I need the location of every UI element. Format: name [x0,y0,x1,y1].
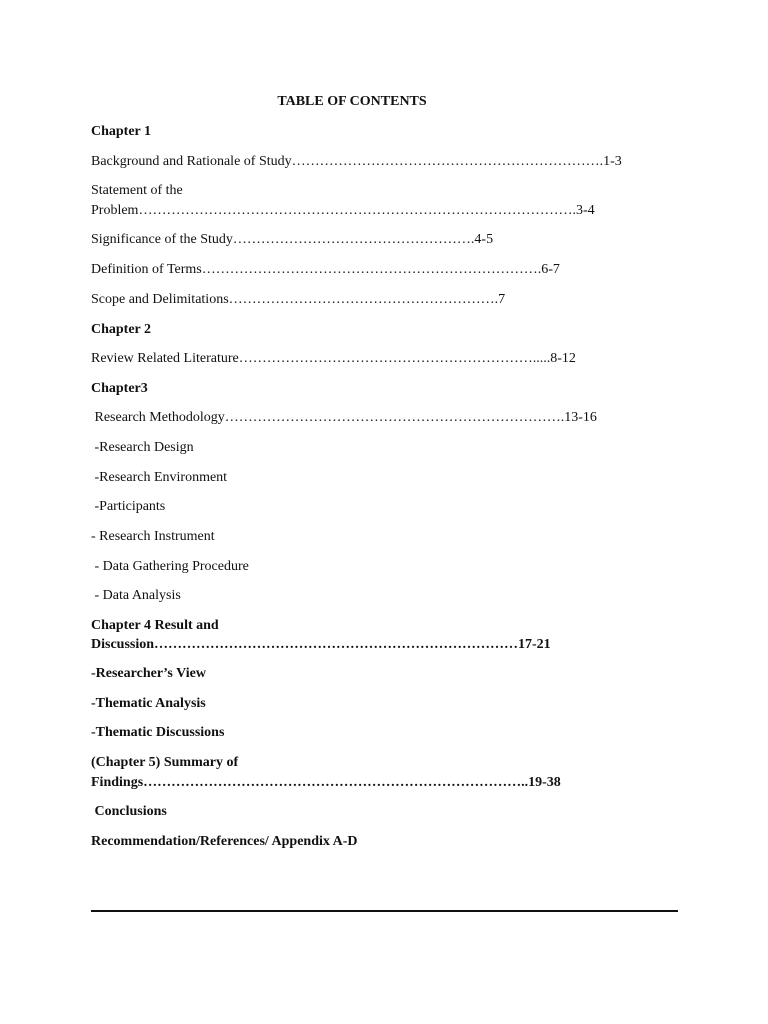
toc-entry-background: Background and Rationale of Study………………………………………………………….1-3 [91,154,622,169]
toc-entry-review-literature: Review Related Literature……………………………………………………….....8-12 [91,351,576,366]
toc-entry-definition: Definition of Terms……………………………………………………………….6-7 [91,262,560,277]
toc-entry-scope: Scope and Delimitations………………………………………………….7 [91,292,506,307]
chapter-1-heading: Chapter 1 [91,124,152,139]
toc-entry-significance: Significance of the Study…………………………………………….4-5 [91,232,494,247]
page-title: TABLE OF CONTENTS [277,94,427,109]
chapter-5-heading-line1: (Chapter 5) Summary of [91,755,239,770]
toc-subentry-participants: -Participants [91,499,166,514]
toc-subentry-research-environment: -Research Environment [91,470,228,485]
toc-subentry-research-instrument: - Research Instrument [91,529,215,544]
chapter-5-heading-line2: Findings………………………………………………………………………..19-38 [91,775,561,790]
toc-entry-statement-line1: Statement of the [91,183,183,198]
toc-subentry-researchers-view: -Researcher’s View [91,666,206,681]
chapter-4-heading-line1: Chapter 4 Result and [91,618,219,633]
toc-entry-recommendation: Recommendation/References/ Appendix A-D [91,834,358,849]
toc-subentry-research-design: -Research Design [91,440,194,455]
toc-subentry-thematic-discussions: -Thematic Discussions [91,725,225,740]
toc-entry-conclusions: Conclusions [91,804,167,819]
toc-subentry-thematic-analysis: -Thematic Analysis [91,696,206,711]
toc-subentry-data-analysis: - Data Analysis [91,588,181,603]
chapter-2-heading: Chapter 2 [91,322,152,337]
chapter-4-heading-line2: Discussion……………………………………………………………………17-21 [91,637,551,652]
footer-divider [91,910,678,912]
toc-subentry-data-gathering: - Data Gathering Procedure [91,559,249,574]
toc-entry-research-methodology: Research Methodology……………………………………………………………….13-16 [91,410,597,425]
chapter-3-heading: Chapter3 [91,381,148,396]
toc-entry-statement-line2: Problem………………………………………………………………………………….3-4 [91,203,595,218]
